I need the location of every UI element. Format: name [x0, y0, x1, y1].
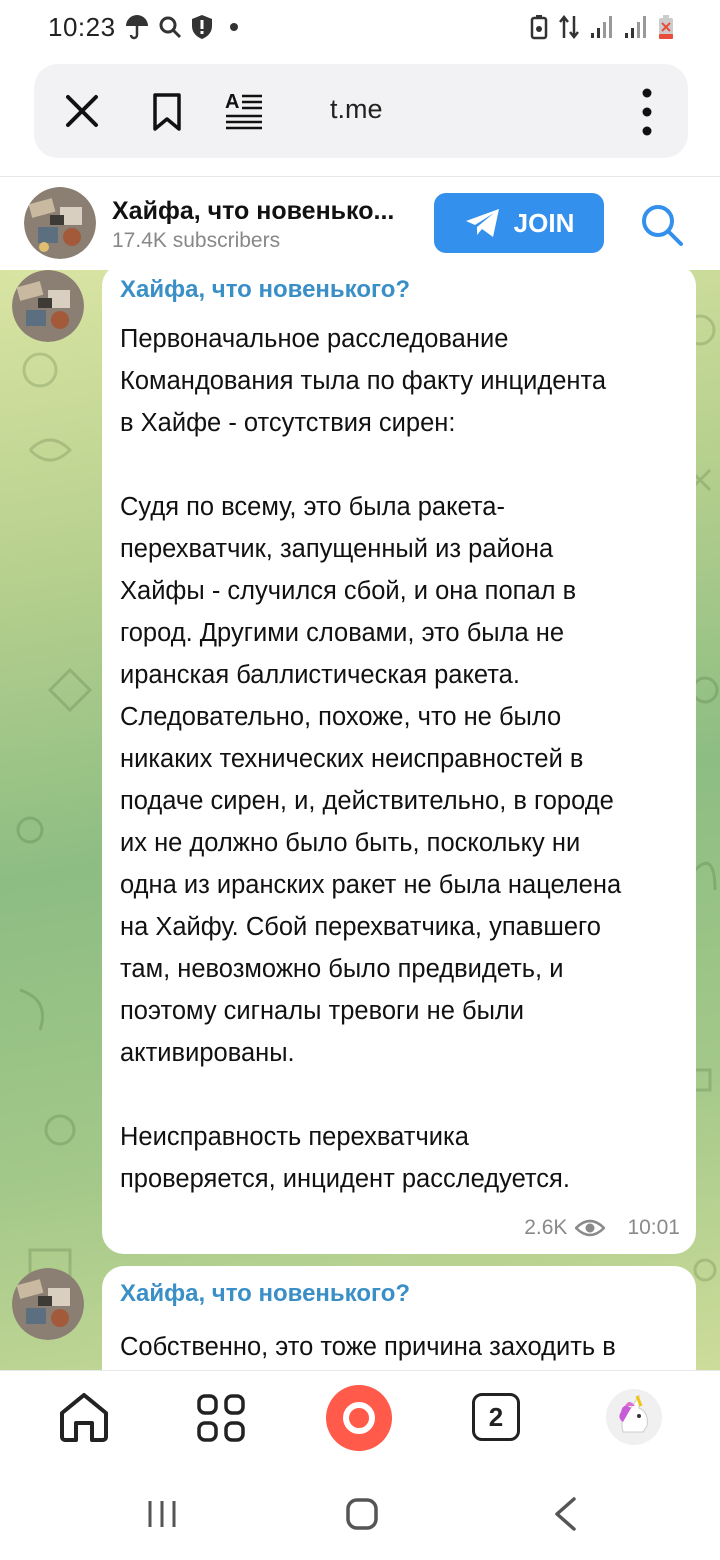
- channel-title[interactable]: Хайфа, что новенько...: [112, 197, 395, 225]
- message-sender-name[interactable]: Хайфа, что новенького?: [120, 276, 411, 303]
- system-navigation-bar: [0, 1470, 720, 1560]
- dot-icon: [222, 17, 242, 37]
- umbrella-icon: [124, 14, 150, 40]
- message-bubble[interactable]: [102, 1266, 696, 1370]
- system-home-icon[interactable]: [346, 1498, 378, 1530]
- channel-avatar-image: [12, 270, 84, 342]
- bookmark-icon[interactable]: [150, 92, 184, 132]
- channel-avatar-image: [24, 187, 96, 259]
- close-icon[interactable]: [64, 92, 100, 130]
- tabs-icon[interactable]: [472, 1393, 520, 1441]
- message-sender-name[interactable]: Хайфа, что новенького?: [120, 1280, 411, 1307]
- battery-icon: [658, 14, 674, 40]
- message-text: Собственно, это тоже причина заходить в: [120, 1333, 616, 1361]
- signal-icon: [624, 15, 648, 39]
- battery-saver-icon: [530, 14, 548, 40]
- view-count: 2.6K: [524, 1216, 568, 1239]
- profile-avatar-icon[interactable]: [606, 1389, 662, 1445]
- eye-icon: [575, 1218, 605, 1238]
- join-button[interactable]: [434, 193, 604, 253]
- tabs-count: 2: [488, 1401, 504, 1432]
- message-meta: [524, 1216, 680, 1240]
- browser-bottom-nav: [0, 1370, 720, 1471]
- back-icon[interactable]: [552, 1496, 578, 1532]
- reader-mode-icon[interactable]: [224, 90, 264, 130]
- shield-alert-icon: [190, 14, 214, 40]
- search-icon[interactable]: [640, 203, 684, 247]
- home-icon[interactable]: [58, 1391, 110, 1443]
- status-right-icons: [530, 14, 674, 40]
- channel-header: [0, 176, 720, 271]
- message-sender-avatar[interactable]: [12, 1268, 84, 1340]
- recent-apps-icon[interactable]: [146, 1498, 178, 1530]
- alice-ring-icon: [341, 1400, 377, 1436]
- browser-address-bar: [34, 64, 688, 158]
- join-button-label: JOIN: [513, 207, 575, 238]
- signal-icon: [590, 15, 614, 39]
- alice-assistant-icon[interactable]: [326, 1385, 392, 1451]
- telegram-plane-icon: [464, 207, 502, 239]
- channel-avatar-image: [12, 1268, 84, 1340]
- message-sender-avatar[interactable]: [12, 270, 84, 342]
- data-arrows-icon: [558, 14, 580, 40]
- message-text: Первоначальное расследование Командования тыла по факту инцидента в Хайфе - отсутствия сирен: Судя по всему, это была ракета- перехватчик, запущенный из района Хайфы - случился сбой, и она попал в город. Другими словами, это была не иранская баллистическая ракета. Следовательно, похоже, что не было никаких технических неисправностей в подаче сирен, и, действительно, в городе их не должно было быть, поскольку ни одна из иранских ракет не была нацелена на Хайфу. Сбой перехватчика, упавшего там, невозможно было предвидеть, и поэтому сигналы тревоги не были активированы. Неисправность перехватчика проверяется, инцидент расследуется.: [120, 325, 622, 1193]
- subscriber-count: 17.4K subscribers: [112, 229, 281, 252]
- status-bar: [0, 0, 720, 56]
- url-text[interactable]: t.me: [330, 94, 383, 124]
- message-time: 10:01: [627, 1216, 680, 1239]
- unicorn-avatar-icon: [609, 1392, 659, 1442]
- more-vertical-icon[interactable]: [642, 88, 652, 136]
- message-bubble[interactable]: [102, 270, 696, 1254]
- apps-grid-icon[interactable]: [196, 1393, 246, 1443]
- channel-avatar[interactable]: [24, 187, 96, 259]
- status-left-icons: [124, 14, 242, 40]
- search-icon: [158, 15, 182, 39]
- svg-text:A: A: [225, 91, 240, 113]
- chat-area[interactable]: [0, 270, 720, 1370]
- status-time: 10:23: [48, 12, 116, 42]
